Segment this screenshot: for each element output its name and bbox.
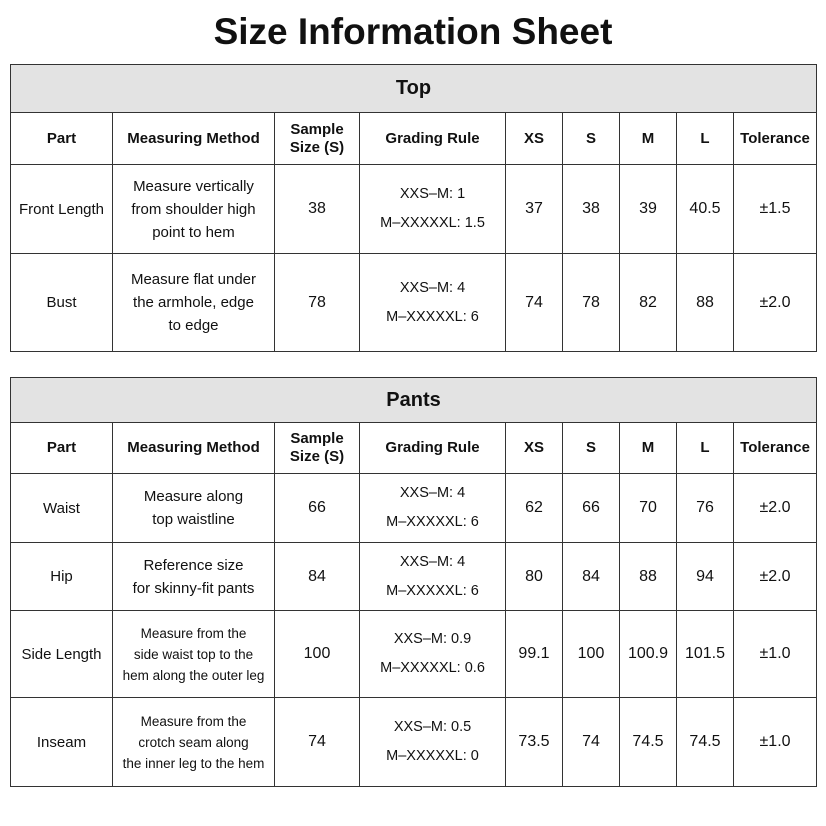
header-xs: XS: [506, 423, 563, 474]
method-line: Reference size: [143, 556, 244, 574]
header-tolerance: Tolerance: [734, 113, 817, 165]
sample-cell: 66: [275, 474, 360, 543]
method-line: point to hem: [152, 223, 235, 241]
header-xs: XS: [506, 113, 563, 165]
header-l: L: [677, 423, 734, 474]
part-cell: Waist: [11, 474, 113, 543]
method-cell: [113, 611, 275, 698]
grading-cell: [360, 698, 506, 787]
s-cell: 78: [563, 254, 620, 352]
grading-cell: [360, 543, 506, 611]
method-line: Measure flat under: [130, 271, 257, 288]
grading-line: XXS–M: 1: [399, 186, 466, 202]
part-cell: Bust: [11, 254, 113, 352]
grading-line: M–XXXXXL: 0: [386, 748, 479, 764]
sample-cell: 100: [275, 611, 360, 698]
s-cell: 100: [563, 611, 620, 698]
header-s: S: [563, 113, 620, 165]
method-cell: [113, 165, 275, 254]
s-cell: 74: [563, 698, 620, 787]
m-cell: 100.9: [620, 611, 677, 698]
grading-cell: [360, 165, 506, 254]
method-line: Measure from the: [140, 625, 247, 641]
header-sample-line1: Sample: [290, 120, 344, 138]
header-sample-size: [275, 423, 360, 474]
grading-line: XXS–M: 4: [399, 279, 466, 296]
method-line: crotch seam along: [138, 734, 249, 750]
m-cell: 88: [620, 543, 677, 611]
section-title-pants: Pants: [11, 378, 817, 423]
grading-line: XXS–M: 0.5: [393, 719, 472, 735]
method-line: the armhole, edge: [133, 294, 254, 311]
header-part: Part: [11, 423, 113, 474]
sample-cell: 78: [275, 254, 360, 352]
section-title-top: Top: [11, 65, 817, 113]
method-line: the inner leg to the hem: [122, 755, 265, 771]
part-cell: Hip: [11, 543, 113, 611]
l-cell: 74.5: [677, 698, 734, 787]
xs-cell: 37: [506, 165, 563, 254]
sample-cell: 74: [275, 698, 360, 787]
method-line: top waistline: [152, 511, 235, 528]
table-row: [11, 165, 817, 254]
grading-cell: [360, 611, 506, 698]
grading-line: M–XXXXXL: 0.6: [380, 660, 485, 676]
tolerance-cell: ±1.0: [734, 698, 817, 787]
s-cell: 84: [563, 543, 620, 611]
xs-cell: 73.5: [506, 698, 563, 787]
header-part: Part: [11, 113, 113, 165]
l-cell: 94: [677, 543, 734, 611]
header-sample-size: [275, 113, 360, 165]
method-line: side waist top to the: [133, 646, 254, 662]
pants-size-table: [10, 377, 817, 787]
l-cell: 101.5: [677, 611, 734, 698]
method-line: Measure from the: [140, 713, 247, 729]
s-cell: 38: [563, 165, 620, 254]
xs-cell: 74: [506, 254, 563, 352]
tolerance-cell: ±1.5: [734, 165, 817, 254]
header-measuring-method: Measuring Method: [113, 113, 275, 165]
sample-cell: 38: [275, 165, 360, 254]
method-line: for skinny-fit pants: [132, 579, 255, 597]
l-cell: 76: [677, 474, 734, 543]
tolerance-cell: ±2.0: [734, 474, 817, 543]
sample-cell: 84: [275, 543, 360, 611]
part-cell: Front Length: [11, 165, 113, 254]
header-l: L: [677, 113, 734, 165]
l-cell: 40.5: [677, 165, 734, 254]
method-line: Measure along: [143, 488, 244, 505]
header-sample-line2: Size (S): [289, 448, 345, 465]
part-cell: Inseam: [11, 698, 113, 787]
grading-cell: [360, 474, 506, 543]
table-row: [11, 254, 817, 352]
header-tolerance: Tolerance: [734, 423, 817, 474]
xs-cell: 99.1: [506, 611, 563, 698]
header-sample-line2: Size (S): [289, 138, 345, 156]
m-cell: 39: [620, 165, 677, 254]
method-line: to edge: [168, 317, 219, 334]
grading-line: M–XXXXXL: 6: [386, 514, 479, 530]
tolerance-cell: ±1.0: [734, 611, 817, 698]
header-m: M: [620, 113, 677, 165]
l-cell: 88: [677, 254, 734, 352]
grading-line: XXS–M: 4: [399, 553, 466, 570]
grading-line: XXS–M: 4: [399, 485, 466, 501]
xs-cell: 80: [506, 543, 563, 611]
header-grading-rule: Grading Rule: [360, 113, 506, 165]
header-m: M: [620, 423, 677, 474]
header-grading-rule: Grading Rule: [360, 423, 506, 474]
method-cell: [113, 543, 275, 611]
header-measuring-method: Measuring Method: [113, 423, 275, 474]
xs-cell: 62: [506, 474, 563, 543]
table-row: [11, 611, 817, 698]
s-cell: 66: [563, 474, 620, 543]
method-cell: [113, 698, 275, 787]
tolerance-cell: ±2.0: [734, 254, 817, 352]
method-line: Measure vertically: [133, 177, 254, 195]
table-row: [11, 698, 817, 787]
method-cell: [113, 254, 275, 352]
grading-line: XXS–M: 0.9: [393, 631, 472, 647]
grading-line: M–XXXXXL: 1.5: [380, 215, 485, 231]
m-cell: 82: [620, 254, 677, 352]
m-cell: 70: [620, 474, 677, 543]
header-sample-line1: Sample: [290, 430, 344, 447]
method-cell: [113, 474, 275, 543]
top-size-table: [10, 64, 817, 352]
tolerance-cell: ±2.0: [734, 543, 817, 611]
part-cell: Side Length: [11, 611, 113, 698]
m-cell: 74.5: [620, 698, 677, 787]
method-line: hem along the outer leg: [122, 667, 265, 683]
grading-cell: [360, 254, 506, 352]
grading-line: M–XXXXXL: 6: [386, 582, 479, 599]
table-row: [11, 474, 817, 543]
table-row: [11, 543, 817, 611]
header-s: S: [563, 423, 620, 474]
method-line: from shoulder high: [131, 200, 256, 218]
grading-line: M–XXXXXL: 6: [386, 308, 479, 325]
page-title: Size Information Sheet: [213, 11, 613, 52]
